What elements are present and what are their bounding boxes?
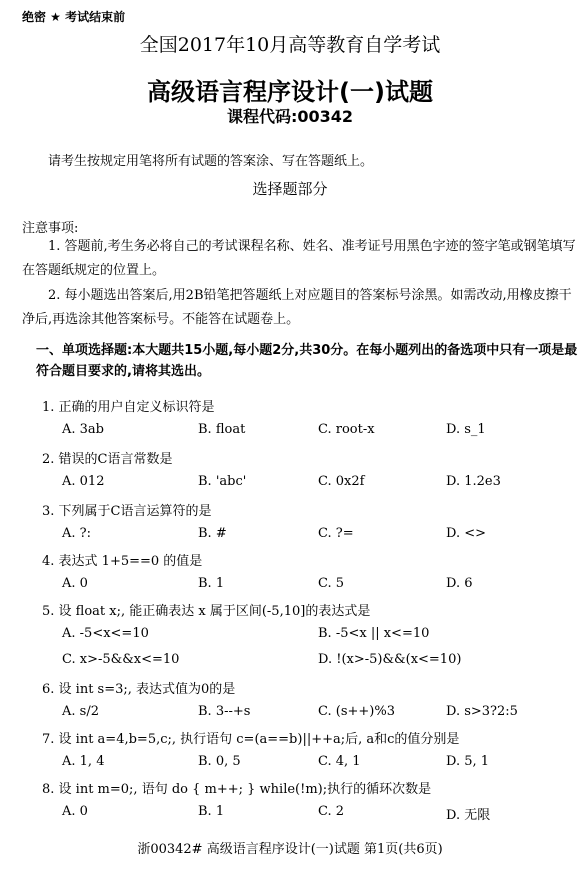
option: A. 3ab bbox=[62, 422, 104, 437]
notes-heading: 注意事项: bbox=[22, 221, 79, 236]
exam-title: 全国2017年10月高等教育自学考试 bbox=[139, 34, 441, 56]
option: A. 0 bbox=[62, 576, 88, 591]
subject-title: 高级语言程序设计(一)试题 bbox=[147, 78, 433, 106]
option: C. root-x bbox=[318, 422, 375, 437]
option: A. ?: bbox=[62, 526, 92, 541]
option: D. 6 bbox=[446, 576, 473, 591]
option: A. 0 bbox=[62, 804, 88, 819]
option: C. (s++)%3 bbox=[318, 704, 395, 719]
option: B. # bbox=[198, 526, 227, 541]
question-stem: 8. 设 int m=0;, 语句 do { m++; } while(!m);执行的循环次数是 bbox=[42, 782, 432, 797]
question-stem: 6. 设 int s=3;, 表达式值为0的是 bbox=[42, 682, 236, 697]
option: B. 'abc' bbox=[198, 474, 247, 489]
option: D. s>3?2:5 bbox=[446, 704, 518, 719]
option: B. 3--+s bbox=[198, 704, 251, 719]
question-stem: 5. 设 float x;, 能正确表达 x 属于区间(-5,10]的表达式是 bbox=[42, 604, 371, 619]
option: C. x>-5&&x<=10 bbox=[62, 652, 180, 667]
instruction: 请考生按规定用笔将所有试题的答案涂、写在答题纸上。 bbox=[48, 154, 374, 169]
option: A. 1, 4 bbox=[62, 754, 105, 769]
option: D. s_1 bbox=[446, 422, 486, 437]
question-stem: 1. 正确的用户自定义标识符是 bbox=[42, 400, 215, 415]
option: A. s/2 bbox=[62, 704, 99, 719]
option: C. 5 bbox=[318, 576, 345, 591]
option: B. 1 bbox=[198, 576, 225, 591]
option: D. 5, 1 bbox=[446, 754, 490, 769]
option: D. !(x>-5)&&(x<=10) bbox=[318, 652, 462, 667]
course-code: 课程代码:00342 bbox=[226, 107, 354, 126]
part-heading: 一、单项选择题:本大题共15小题,每小题2分,共30分。在每小题列出的备选项中只有一项是最符合题目要求的,请将其选出。 bbox=[36, 343, 578, 379]
option: D. 无限 bbox=[446, 808, 491, 823]
option: C. 2 bbox=[318, 804, 345, 819]
option: D. 1.2e3 bbox=[446, 474, 501, 489]
option: B. 0, 5 bbox=[198, 754, 241, 769]
option: B. float bbox=[198, 422, 246, 437]
option: A. 012 bbox=[62, 474, 105, 489]
page-footer: 浙00342# 高级语言程序设计(一)试题 第1页(共6页) bbox=[137, 842, 443, 857]
option: C. 0x2f bbox=[318, 474, 365, 489]
option: C. 4, 1 bbox=[318, 754, 361, 769]
question-stem: 4. 表达式 1+5==0 的值是 bbox=[42, 554, 203, 569]
note-item: 1. 答题前,考生务必将自己的考试课程名称、姓名、准考证号用黑色字迹的签字笔或钢笔填写在答题纸规定的位置上。 bbox=[22, 239, 576, 278]
question-stem: 7. 设 int a=4,b=5,c;, 执行语句 c=(a==b)||++a;后, a和c的值分别是 bbox=[42, 732, 460, 747]
option: A. -5<x<=10 bbox=[62, 626, 149, 641]
option: C. ?= bbox=[318, 526, 354, 541]
confidential-label: 绝密 ★ 考试结束前 bbox=[22, 10, 126, 24]
question-stem: 2. 错误的C语言常数是 bbox=[42, 452, 173, 467]
note-item: 2. 每小题选出答案后,用2B铅笔把答题纸上对应题目的答案标号涂黑。如需改动,用橡皮擦干净后,再选涂其他答案标号。不能答在试题卷上。 bbox=[22, 288, 572, 327]
question-stem: 3. 下列属于C语言运算符的是 bbox=[42, 504, 212, 519]
option: B. 1 bbox=[198, 804, 225, 819]
option: D. <> bbox=[446, 526, 487, 541]
option: B. -5<x || x<=10 bbox=[318, 626, 430, 641]
section-title: 选择题部分 bbox=[252, 180, 328, 198]
